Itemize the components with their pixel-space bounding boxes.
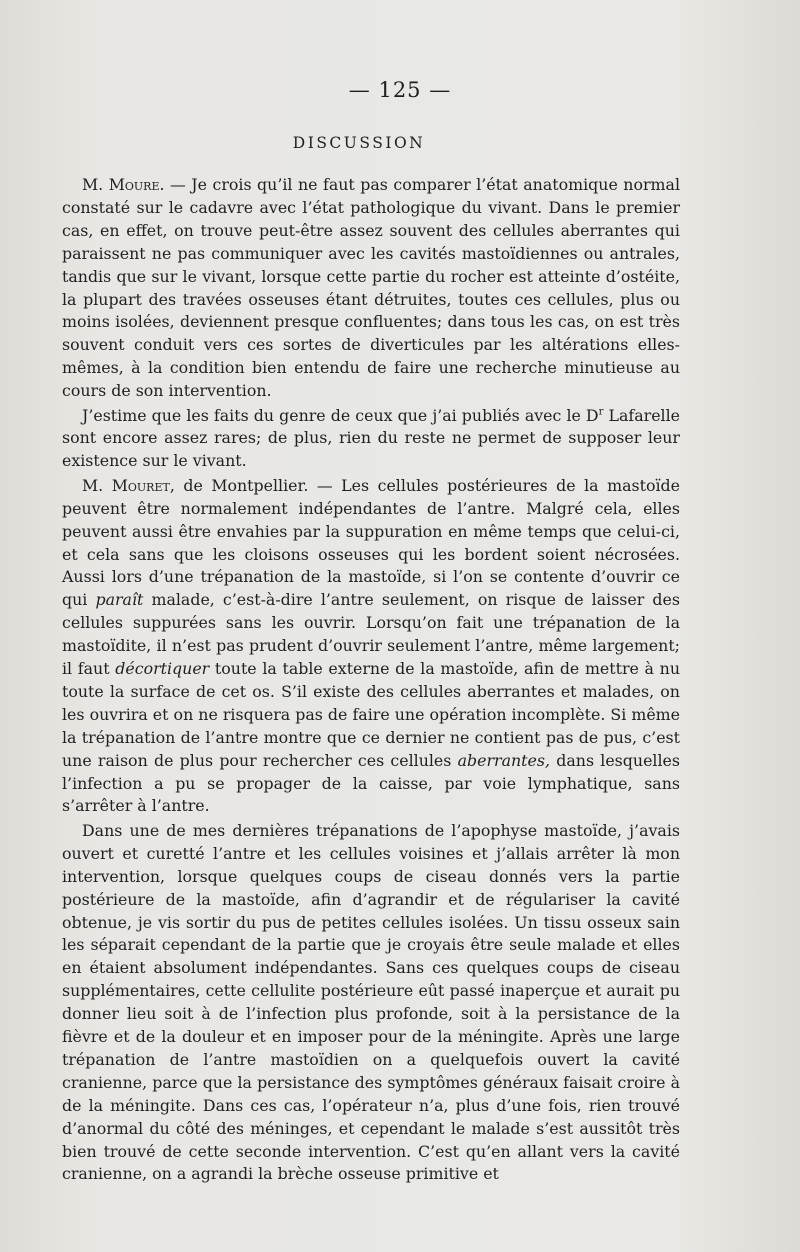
- paragraph-mouret: [62, 475, 680, 819]
- paragraph-text: , de Montpellier. — Les cellules postérieures de la mastoïde peuvent être normalement indépendantes de l’antre. Malgré cela, elles peuvent aussi être envahies par la suppuration en même temps que celui-ci, et cela sans que les cloisons osseuses qui les bordent soient nécrosées. Aussi lors d’une trépanation de la mastoïde, si l’on se contente d’ouvrir ce qui: [62, 475, 680, 610]
- paragraph-text: dans lesquelles l’infection a pu se propager de la caisse, par voie lymphatique, sans s’arrêter à l’antre.: [62, 750, 680, 816]
- speaker-name: M. Mouret: [82, 475, 170, 495]
- superscript: r: [598, 406, 604, 418]
- paragraph-moure-continued: [62, 405, 680, 474]
- paragraph-text: Dans une de mes dernières trépanations de l’apophyse mastoïde, j’avais ouvert et curetté l’antre et les cellules voisines et j’allais arrêter là mon intervention, lorsque quelques coups de ciseau donnés vers la partie postérieure de la mastoïde, afin d’agrandir et de régulariser la cavité obtenue, je vis sortir du pus de petites cellules isolées. Un tissu osseux sain les séparait cependant de la partie que je croyais être seule malade et elles en étaient absolument indépendantes. Sans ces quelques coups de ciseau supplémentaires, cette cellulite postérieure eût passé inaperçue et aurait pu donner lieu soit à de l’infection plus profonde, soit à la persistance de la fièvre et de la douleur et en imposer pour de la méningite. Après une large trépanation de l’antre mastoïdien on a quelquefois ouvert la cavité cranienne, parce que la persistance des symptômes généraux faisait croire à de la méningite. Dans ces cas, l’opérateur n’a, plus d’une fois, rien trouvé d’anormal du côté des méninges, et cependant le malade s’est aussitôt très bien trouvé de cette seconde intervention. C’est qu’en allant vers la cavité cranienne, on a agrandi la brèche osseuse primitive et: [62, 820, 680, 1184]
- paragraph-text: Lafarelle sont encore assez rares; de plus, rien du reste ne permet de supposer leur existence sur le vivant.: [62, 405, 680, 471]
- paragraph-text: J’estime que les faits du genre de ceux que j’ai publiés avec le D: [82, 405, 599, 425]
- italic-term: aberrantes,: [457, 750, 551, 770]
- paragraph-text: toute la table externe de la mastoïde, afin de mettre à nu toute la surface de cet os. S’il existe des cellules aberrantes et malades, on les ouvrira et on ne risquera pas de faire une opération incomplète. Si même la trépanation de l’antre montre que ce dernier ne contient pas de pus, c’est une raison de plus pour rechercher ces cellules: [62, 659, 681, 770]
- body-text: [62, 174, 680, 1188]
- speaker-name: M. Moure: [82, 175, 160, 194]
- paragraph-moure: [62, 174, 680, 403]
- italic-term: décortiquer: [115, 659, 210, 679]
- italic-term: paraît: [95, 590, 144, 610]
- section-heading: DISCUSSION: [292, 134, 426, 152]
- paragraph-mouret-case: [62, 820, 680, 1187]
- paragraph-text: . — Je crois qu’il ne faut pas comparer l’état anatomique normal constaté sur le cadavre avec l’état pathologique du vivant. Dans le premier cas, en effet, on trouve peut-être assez souvent des cellules aberrantes qui paraissent ne pas communiquer avec les cavités mastoïdiennes ou antrales, tandis que sur le vivant, lorsque cette partie du rocher est atteinte d’ostéite, la plupart des travées osseuses étant détruites, toutes ces cellules, plus ou moins isolées, deviennent presque confluentes; dans tous les cas, on est très souvent conduit vers ces sortes de diverticules par les altérations elles-mêmes, à la condition bien entendu de faire une recherche minutieuse au cours de son intervention.: [62, 175, 680, 401]
- page-number: — 125 —: [348, 78, 452, 102]
- paragraph-text: malade, c’est-à-dire l’antre seulement, on risque de laisser des cellules suppurées sans les ouvrir. Lorsqu’on fait une trépanation de la mastoïdite, il n’est pas prudent d’ouvrir seulement l’antre, même largement; il faut: [62, 590, 680, 679]
